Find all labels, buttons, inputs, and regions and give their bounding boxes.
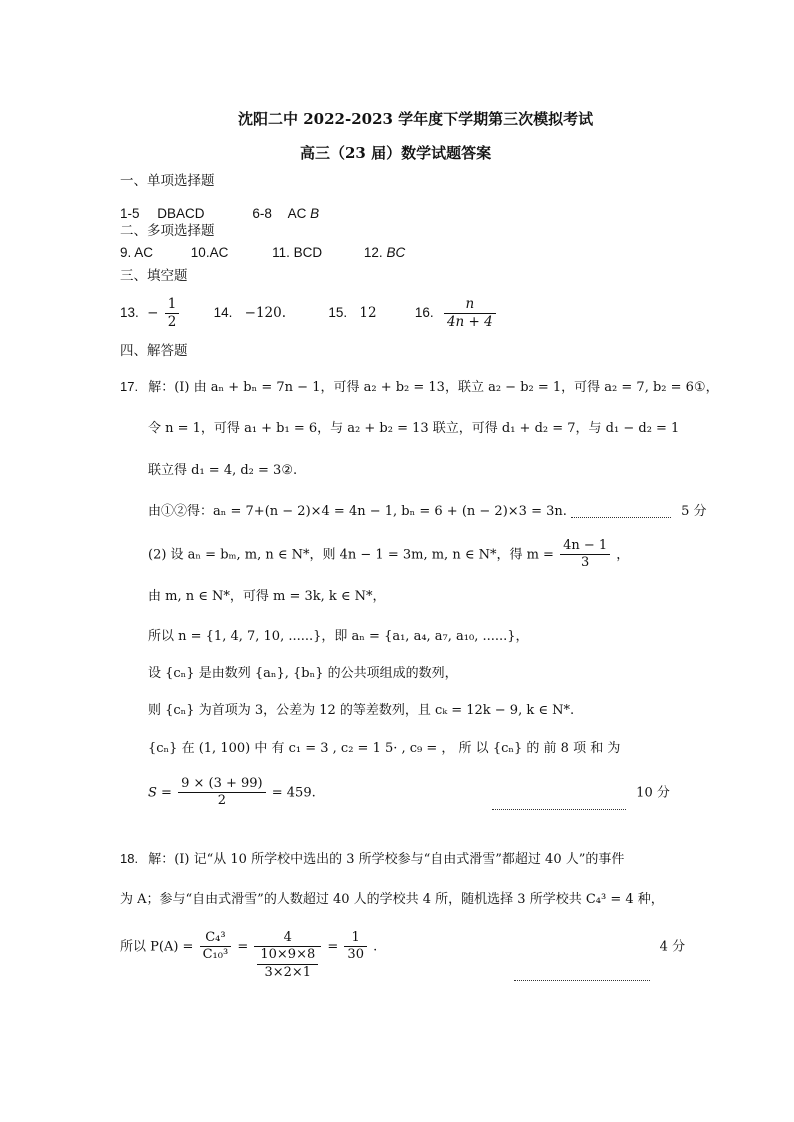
- exam-subtitle: 高三（23 届）数学试题答案: [300, 144, 492, 162]
- q18-fraction-combination-denominator: C₁₀³: [202, 947, 229, 963]
- q17-line-11: [148, 776, 670, 810]
- multi-q9: 9. AC: [120, 245, 154, 260]
- q17-m-fraction: [560, 538, 610, 572]
- q18-nested-denominator: 3×2×1: [264, 964, 312, 980]
- fill-q16-numerator: n: [444, 296, 496, 314]
- q18-fraction-result: [344, 930, 367, 964]
- q17-sum-lhs: S =: [148, 785, 172, 801]
- q17-line-7: 所以 n = {1, 4, 7, 10, ......}，即 aₙ = {a₁, a₄, a₇, a₁₀, ......}，: [148, 629, 529, 644]
- q17-line-1: [120, 380, 719, 394]
- q18-fraction-combination-numerator: C₄³: [200, 930, 232, 947]
- fill-q16-label: 16.: [414, 304, 434, 320]
- q17-line-4: [148, 505, 707, 518]
- q18-fraction-combination: [200, 930, 232, 964]
- q18-text-1: 解：(I) 记“从 10 所学校中选出的 3 所学校参与“自由式滑雪”都超过 40 人”的事件: [148, 852, 625, 867]
- q17-text-4: 由①②得：aₙ = 7+(n − 2)×4 = 4n − 1, bₙ = 6 + (n − 2)×3 = 3n.: [148, 504, 567, 519]
- fill-q16-fraction: [444, 296, 496, 331]
- q17-text-1: 解：(I) 由 aₙ + bₙ = 7n − 1，可得 a₂ + b₂ = 13，联立 a₂ − b₂ = 1，可得 a₂ = 7, b₂ = 6①，: [148, 380, 719, 395]
- fill-answers: [120, 296, 498, 331]
- mcq-answer-1: DBACD: [157, 206, 205, 221]
- fill-q13-numerator: 1: [165, 296, 180, 314]
- q17-text-5-end: ，: [616, 547, 630, 563]
- q17-text-5: (2) 设 aₙ = bₘ, m, n ∈ N*，则 4n − 1 = 3m, m, n ∈ N*，得 m =: [148, 547, 554, 563]
- q17-sum-denominator: 2: [217, 793, 226, 809]
- multi-q12-label: 12.: [363, 245, 383, 260]
- section-fill-in: 三、填空题: [120, 268, 188, 284]
- q17-m-denominator: 3: [580, 555, 590, 571]
- q17-sum-numerator: 9 × (3 + 99): [178, 776, 266, 793]
- fill-q14-label: 14.: [213, 304, 233, 320]
- fill-q13-sign: −: [147, 304, 159, 321]
- fill-q15-label: 15.: [328, 304, 348, 320]
- q17-line-6: 由 m, n ∈ N*，可得 m = 3k, k ∈ N*，: [148, 589, 386, 604]
- q18-nested-numerator: 10×9×8: [257, 947, 318, 964]
- q17-sum-rhs: = 459.: [271, 785, 316, 801]
- q17-line-8: 设 {cₙ} 是由数列 {aₙ}, {bₙ} 的公共项组成的数列，: [148, 666, 458, 681]
- mcq-answers: [120, 207, 319, 221]
- mcq-label-2: 6-8: [252, 206, 272, 221]
- fill-q15-answer: 12: [359, 304, 377, 321]
- multi-answers: [120, 246, 405, 260]
- q18-score-leader: [514, 980, 650, 981]
- mcq-label-1: 1-5: [120, 206, 140, 221]
- q18-label: 18.: [120, 851, 139, 866]
- q17-line-5: [148, 538, 629, 572]
- q17-line-3: 联立得 d₁ = 4, d₂ = 3②.: [148, 463, 298, 478]
- fill-q13-label: 13.: [120, 304, 139, 320]
- q18-fraction-count: [254, 930, 321, 981]
- fill-q13-fraction: [165, 296, 180, 331]
- q18-line-1: [120, 852, 624, 866]
- multi-q10: 10.AC: [190, 245, 229, 260]
- q18-fraction-result-numerator: 1: [344, 930, 367, 947]
- q17-line-10: {cₙ} 在 (1, 100) 中 有 c₁ = 3 , c₂ = 1 5· , c₉ = ， 所 以 {cₙ} 的 前 8 项 和 为: [148, 741, 621, 756]
- q18-fraction-result-denominator: 30: [347, 947, 364, 963]
- q17-score-leader-2: [492, 809, 626, 810]
- multi-q12-answer: BC: [386, 245, 406, 260]
- section-solutions: 四、解答题: [120, 343, 188, 359]
- multi-q11: 11. BCD: [272, 245, 323, 260]
- section-single-choice: 一、单项选择题: [120, 173, 215, 189]
- fill-q14-answer: −120.: [244, 304, 287, 321]
- mcq-answer-2b: B: [310, 206, 320, 221]
- q18-prob-lhs: 所以 P(A) =: [120, 939, 194, 955]
- exam-title: 沈阳二中 2022-2023 学年度下学期第三次模拟考试: [238, 110, 594, 128]
- fill-q13-denominator: 2: [167, 313, 177, 330]
- mcq-answer-2a: AC: [287, 206, 307, 221]
- q17-line-9: 则 {cₙ} 为首项为 3，公差为 12 的等差数列，且 cₖ = 12k − 9, k ∈ N*.: [148, 703, 575, 718]
- q18-equals-2: =: [327, 939, 339, 955]
- q17-score-2: 10 分: [636, 785, 670, 801]
- q18-end: .: [373, 939, 378, 955]
- q17-score-1: 5 分: [681, 504, 707, 519]
- q18-line-2: 为 A；参与“自由式滑雪”的人数超过 40 人的学校共 4 所，随机选择 3 所学校共 C₄³ = 4 种，: [120, 892, 664, 907]
- q17-sum-fraction: [178, 776, 266, 810]
- q17-m-numerator: 4n − 1: [560, 538, 610, 555]
- q17-label: 17.: [120, 379, 139, 394]
- q18-score: 4 分: [659, 939, 686, 955]
- section-multi-choice: 二、多项选择题: [120, 223, 215, 239]
- q17-line-2: 令 n = 1，可得 a₁ + b₁ = 6，与 a₂ + b₂ = 13 联立，可得 d₁ + d₂ = 7，与 d₁ − d₂ = 1: [148, 421, 680, 436]
- q18-line-3: [120, 930, 685, 981]
- q18-fraction-count-numerator: 4: [254, 930, 321, 947]
- fill-q16-denominator: 4n + 4: [446, 313, 493, 330]
- q18-equals-1: =: [237, 939, 249, 955]
- q17-score-leader-1: [571, 517, 671, 518]
- q18-fraction-count-denominator: [254, 947, 321, 981]
